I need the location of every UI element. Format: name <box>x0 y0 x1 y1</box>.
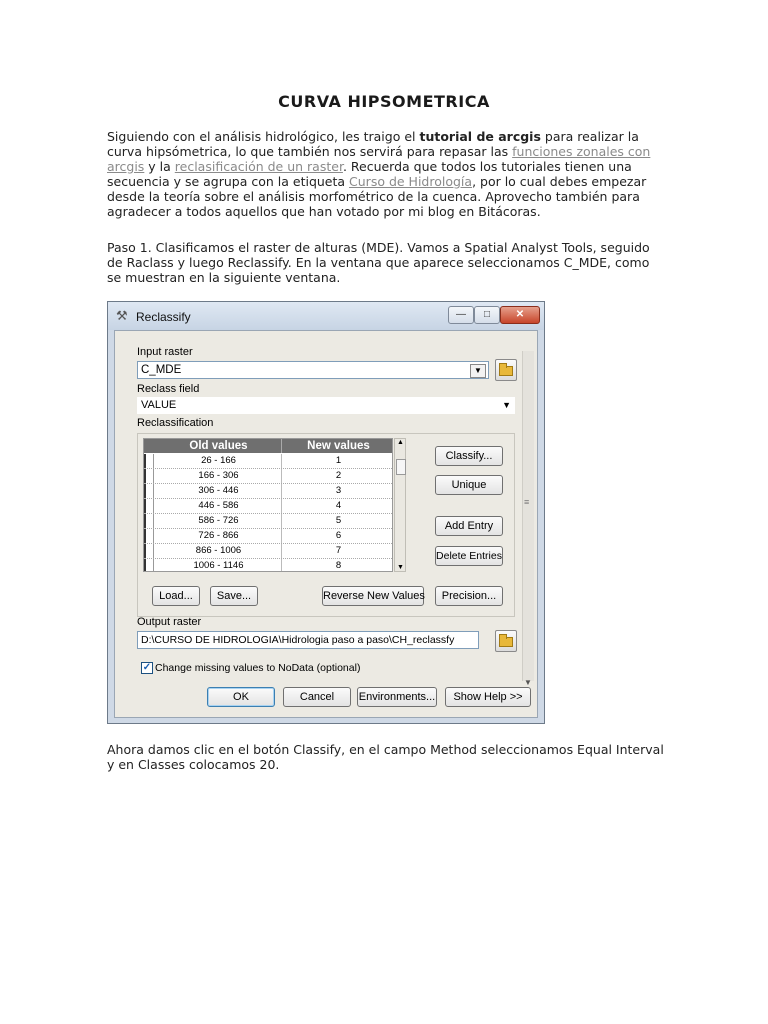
reclass-field-select[interactable]: VALUE ▼ <box>137 397 515 414</box>
show-help-button[interactable]: Show Help >> <box>445 687 531 707</box>
link-curso-hidrologia[interactable]: Curso de Hidrología <box>349 174 473 189</box>
input-raster-browse-button[interactable] <box>495 359 517 381</box>
precision-button[interactable]: Precision... <box>435 586 503 606</box>
link-funciones-zonales[interactable]: funciones zonales con arcgis <box>107 144 651 174</box>
output-raster-browse-button[interactable] <box>495 630 517 652</box>
table-row[interactable]: 306 - 446 3 <box>144 484 392 499</box>
minimize-button[interactable] <box>448 306 474 324</box>
col-old-values: Old values <box>189 440 248 452</box>
maximize-button[interactable] <box>474 306 500 324</box>
missing-values-checkbox[interactable] <box>141 662 153 674</box>
delete-entries-button[interactable]: Delete Entries <box>435 546 503 566</box>
folder-icon <box>499 366 513 376</box>
chevron-down-icon: ▼ <box>502 400 511 410</box>
hammer-icon: ⚒ <box>116 308 128 323</box>
save-button[interactable]: Save... <box>210 586 258 606</box>
folder-icon <box>499 637 513 647</box>
table-row[interactable]: 586 - 726 5 <box>144 514 392 529</box>
output-raster-label: Output raster <box>137 616 202 628</box>
reclassify-dialog <box>107 301 545 724</box>
add-entry-button[interactable]: Add Entry <box>435 516 503 536</box>
reclassification-group <box>137 433 515 617</box>
classify-paragraph: Ahora damos clic en el botón Classify, en el campo Method seleccionamos Equal Interval y en Classes colocamos 20. <box>107 742 664 772</box>
reclass-field-label: Reclass field <box>137 383 200 395</box>
close-icon: ✕ <box>515 309 525 320</box>
scroll-down-icon: ▼ <box>397 564 404 571</box>
reverse-new-values-button[interactable]: Reverse New Values <box>322 586 424 606</box>
table-row[interactable]: 726 - 866 6 <box>144 529 392 544</box>
dialog-scrollbar[interactable] <box>522 351 534 687</box>
table-header <box>144 439 392 453</box>
reclassification-label: Reclassification <box>137 417 214 429</box>
scroll-down-icon: ▼ <box>524 678 532 687</box>
table-row[interactable]: 166 - 306 2 <box>144 469 392 484</box>
maximize-icon: □ <box>483 309 491 320</box>
dialog-title: Reclassify <box>136 310 191 324</box>
reclass-table[interactable] <box>143 438 393 572</box>
table-row[interactable]: 26 - 166 1 <box>144 454 392 469</box>
minimize-icon: — <box>456 309 466 320</box>
step1-paragraph: Paso 1. Clasificamos el raster de alturas (MDE). Vamos a Spatial Analyst Tools, seguido de Raclass y luego Reclassify. En la ventana que aparece seleccionamos C_MDE, como se muestran en la siguiente ventana. <box>107 240 650 285</box>
load-button[interactable]: Load... <box>152 586 200 606</box>
output-raster-input[interactable]: D:\CURSO DE HIDROLOGIA\Hidrologia paso a paso\CH_reclassfy <box>137 631 479 649</box>
dialog-titlebar[interactable] <box>108 302 544 330</box>
scroll-grip-icon: ≡ <box>524 497 530 507</box>
table-row[interactable]: 1006 - 1146 8 <box>144 559 392 572</box>
table-scrollbar[interactable] <box>394 438 406 572</box>
input-raster-label: Input raster <box>137 346 193 358</box>
scroll-thumb[interactable] <box>396 459 406 475</box>
missing-values-label: Change missing values to NoData (optional) <box>155 662 361 674</box>
close-button[interactable] <box>500 306 540 324</box>
cancel-button[interactable]: Cancel <box>283 687 351 707</box>
bold-phrase: tutorial de arcgis <box>419 129 541 144</box>
input-raster-select[interactable]: C_MDE ▼ <box>137 361 489 379</box>
chevron-down-icon: ▼ <box>470 364 486 378</box>
unique-button[interactable]: Unique <box>435 475 503 495</box>
dialog-client <box>114 330 538 718</box>
classify-button[interactable]: Classify... <box>435 446 503 466</box>
page-title: CURVA HIPSOMETRICA <box>278 92 490 111</box>
table-row[interactable]: 446 - 586 4 <box>144 499 392 514</box>
table-row[interactable]: 866 - 1006 7 <box>144 544 392 559</box>
link-reclasificacion[interactable]: reclasificación de un raster <box>174 159 343 174</box>
scroll-up-icon: ▲ <box>397 439 404 446</box>
intro-paragraph: Siguiendo con el análisis hidrológico, les traigo el tutorial de arcgis para realizar la curva hipsómetrica, lo que también nos servirá para repasar las funciones zonales con arcgis y la reclasificación de un raster. Recuerda que todos los tutoriales tienen una secuencia y se agrupa con la etiqueta Curso de Hidrología, por lo cual debes empezar desde la teoría sobre el análisis morfométrico de la cuenca. Aprovecho también para agradecer a todos aquellos que han votado por mi blog en Bitácoras. <box>107 129 651 219</box>
environments-button[interactable]: Environments... <box>357 687 437 707</box>
checkmark-icon: ✓ <box>142 662 152 673</box>
ok-button[interactable]: OK <box>207 687 275 707</box>
col-new-values: New values <box>281 439 393 453</box>
